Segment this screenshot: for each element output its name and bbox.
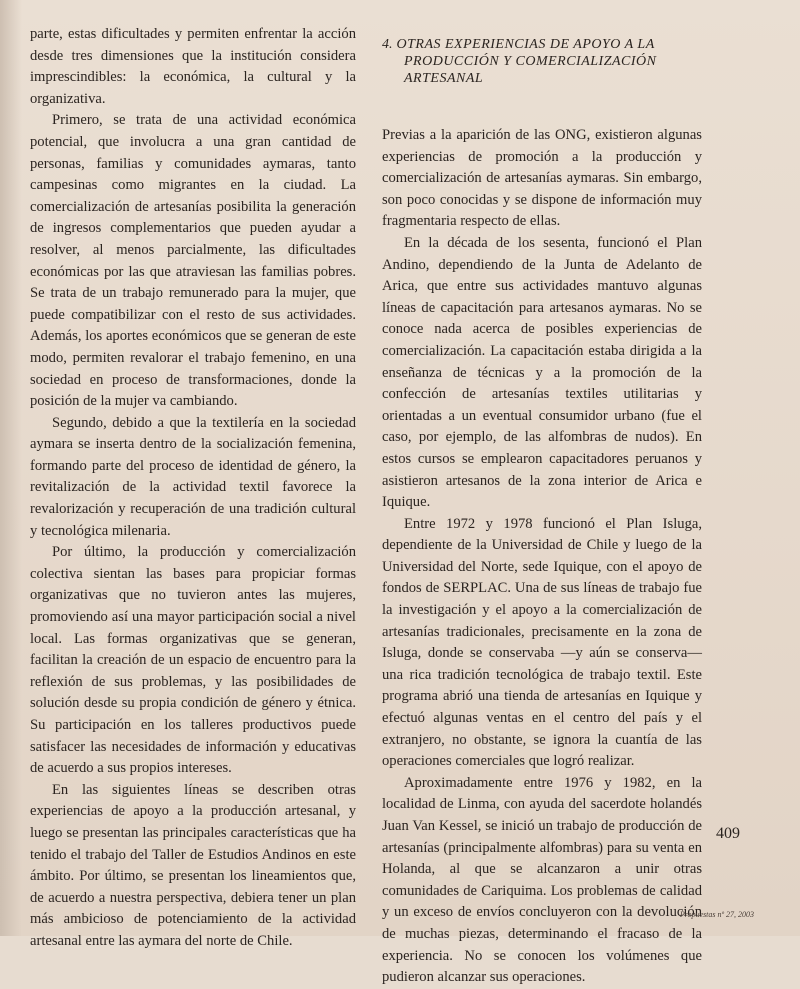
paragraph: Aproximadamente entre 1976 y 1982, en la localidad de Linma, con ayuda del sacerdote holandés Juan Van Kessel, se inició un trabajo de producción de artesanías (principalmente alfombras) para su venta en Holanda, al que se alcanzaron a unir otras comunidades de Cariquima. Los problemas de calidad y un exceso de envíos concluyeron con la devolución de muchas piezas, determinando el fracaso de la experiencia. No se conocen los volúmenes que pudieron alcanzar sus operaciones. [382, 774, 702, 986]
section-title-line1: OTRAS EXPERIENCIAS DE APOYO A LA [396, 37, 655, 52]
paragraph: parte, estas dificultades y permiten enfrentar la acción desde tres dimensiones que la institución considera imprescindibles: la económica, la cultural y la organizativa. [30, 26, 356, 107]
paragraph: Previas a la aparición de las ONG, existieron algunas experiencias de promoción a la producción y comercialización de artesanías aymaras. Sin embargo, son poco conocidas y se dispone de información muy fragmentaria respecto de ellas. [382, 127, 702, 230]
section-title-line2: PRODUCCIÓN Y COMERCIALIZACIÓN ARTESANAL [404, 54, 657, 86]
paragraph: En la década de los sesenta, funcionó el Plan Andino, dependiendo de la Junta de Adelanto de Arica, que entre sus actividades mantuvo algunas líneas de capacitación para artesanos aymaras. No se conoce nada acerca de posibles experiencias de comercialización. La capacitación estaba dirigida a la enseñanza de técnicas y a la promoción de la confección de artesanías textiles utilitarias y orientadas a un eventual consumidor urbano (fue el caso, por ejemplo, de las alfombras de nudos). En estos cursos se emplearon capacitadores peruanos y asistieron artesanos de la zona interior de Arica e Iquique. [382, 234, 702, 511]
paragraph: Segundo, debido a que la textilería en la sociedad aymara se inserta dentro de la socialización femenina, formando parte del proceso de identidad de género, la revitalización de la actividad textil favorece la revalorización y recuperación de una tradición cultural y tecnológica milenaria. [30, 414, 356, 539]
paragraph: Entre 1972 y 1978 funcionó el Plan Isluga, dependiente de la Universidad de Chile y luego de la Universidad del Norte, sede Iquique, con el apoyo de fondos de SERPLAC. Una de sus líneas de trabajo fue la investigación y el apoyo a la comercialización de artesanías tradicionales, precisamente en la zona de Isluga, donde se conservaba —y aún se conserva— una rica tradición tecnológica de trabajo textil. Este programa abrió una tienda de artesanías en Iquique y efectuó algunas ventas en el centro del país y el extranjero, no obstante, se ignora la cuantía de las operaciones comerciales que logró realizar. [382, 515, 702, 770]
paragraph: Por último, la producción y comercialización colectiva sientan las bases para propiciar formas organizativas que no tuvieron antes las mujeres, promoviendo así una mayor participación social a nivel local. Las formas organizativas que se generan, facilitan la creación de un espacio de encuentro para la reflexión de sus problemas, y las posibilidades de solución desde su propia condición de género y étnica. Su participación en los talleres productivos puede satisfacer las necesidades de información y educativas de acuerdo a sus propios intereses. [30, 544, 356, 777]
right-column [382, 36, 702, 989]
left-column [30, 24, 356, 953]
page-number: 409 [716, 825, 740, 842]
page-shadow [0, 0, 22, 936]
footer-text: Propuestas nº 27, 2003 [679, 910, 754, 919]
section-heading [382, 36, 702, 87]
section-number: 4. [382, 37, 393, 52]
paragraph: En las siguientes líneas se describen otras experiencias de apoyo a la producción artesanal, y luego se presentan las principales características que ha tenido el trabajo del Taller de Estudios Andinos en este ámbito. Por último, se presentan los lineamientos que, de acuerdo a nuestra perspectiva, debiera tener un plan más ambicioso de potenciamiento de la actividad artesanal entre las aymara del norte de Chile. [30, 781, 356, 949]
paragraph: Primero, se trata de una actividad económica potencial, que involucra a una gran cantidad de personas, familias y comunidades aymaras, tanto campesinas como migrantes en la ciudad. La comercialización de artesanías posibilita la generación de ingresos complementarios que pueden ayudar a resolver, al menos parcialmente, las dificultades económicas por las que atraviesan las familias pobres. Se trata de un trabajo remunerado para la mujer, que puede compatibilizar con el resto de sus actividades. Además, los aportes económicos que se generan de este modo, permiten revalorar el trabajo femenino, en una sociedad en proceso de transformaciones, donde la posición de la mujer va cambiando. [30, 112, 356, 410]
